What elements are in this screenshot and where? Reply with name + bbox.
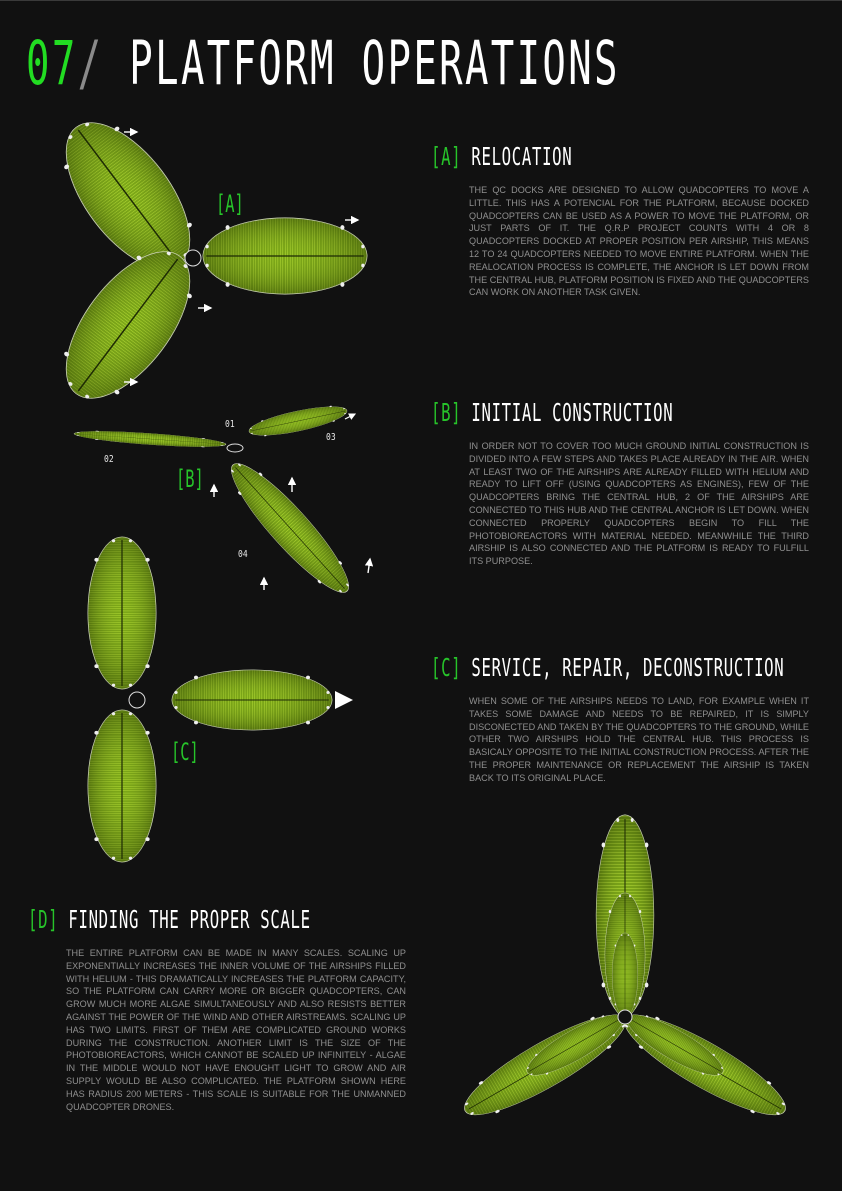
title-number: 07: [26, 28, 78, 99]
title-text: PLATFORM OPERATIONS: [129, 28, 620, 99]
section-a-tag: [A]: [431, 143, 462, 172]
section-d-heading: [28, 906, 311, 935]
section-d-title: FINDING THE PROPER SCALE: [68, 906, 311, 935]
airship-number-04: 04: [238, 549, 248, 560]
section-c-body: WHEN SOME OF THE AIRSHIPS NEEDS TO LAND, FOR EXAMPLE WHEN IT TAKES SOME DAMAGE AND NEEDS TO BE REPAIRED, IT IS SIMPLY DISCONECTED AND TAKEN BY THE QUADCOPTERS TO THE GROUND, WHILE OTHER TWO AIRSHIPS HOLD THE CENTRAL HUB. THIS PROCESS IS BASICALY OPPOSITE TO THE INITIAL CONSTRUCTION PROCESS. AFTER THE THE PROPER MAINTENANCE OR REPLACEMENT THE AIRSHIP IS TAKEN BACK TO ITS ORIGINAL PLACE.: [469, 696, 809, 783]
section-a-title: RELOCATION: [471, 143, 573, 172]
figure-a: [43, 102, 367, 419]
figure-label-c: [C]: [171, 739, 199, 767]
section-c-heading: [431, 654, 784, 683]
section-c-title: SERVICE, REPAIR, DECONSTRUCTION: [471, 654, 785, 683]
figure-c: [88, 537, 350, 862]
section-b-title: INITIAL CONSTRUCTION: [471, 399, 674, 428]
section-b-body: IN ORDER NOT TO COVER TOO MUCH GROUND INITIAL CONSTRUCTION IS DIVIDED INTO A FEW STEPS AND TAKES PLACE ALREADY IN THE AIR. WHEN AT LEAST TWO OF THE AIRSHIPS ARE ALREADY FILLED WITH HELIUM AND READY TO LIFT OFF (USING QUADCOPTERS AS ENGINES), FEW OF THE QUADCOPTERS BRING THE CENTRAL HUB, 2 OF THE AIRSHIPS ARE CONNECTED TO THIS HUB AND THE CENTRAL ANCHOR IS LET DOWN. WHEN CONNECTED PROPERLY QUADCOPTERS BEGIN TO FILL THE PHOTOBIOREACTORS WITH MATERIAL NEEDED. MEANWHILE THE THIRD AIRSHIP IS ALSO CONNECTED AND THE PLATFORM IS READY TO FULFILL ITS PURPOSE.: [469, 441, 809, 567]
airship-number-02: 02: [104, 454, 114, 465]
section-a-heading: [431, 143, 572, 172]
title-slash: /: [77, 28, 104, 99]
airship-number-03: 03: [326, 432, 336, 443]
section-d-body: THE ENTIRE PLATFORM CAN BE MADE IN MANY SCALES. SCALING UP EXPONENTIALLY INCREASES THE INNER VOLUME OF THE AIRSHIPS FILLED WITH HELIUM - THIS DRAMATICALLY INCREASES THE PLATFORM CAPACITY, SO THE PLATFORM CAN CARRY MORE OR BIGGER QUADCOPTERS, CAN GROW MUCH MORE ALGAE SIMULTANEOUSLY AND ALSO RESISTS BETTER AGAINST THE POWER OF THE WIND AND OTHER AIRSTREAMS. SCALING UP HAS TWO LIMITS. FIRST OF THEM ARE COMPLICATED GROUND WORKS DURING THE CONSTRUCTION. ANOTHER LIMIT IS THE SIZE OF THE PHOTOBIOREACTORS, WHICH CANNOT BE SCALED UP INFINITELY - ALGAE IN THE MIDDLE WOULD NOT HAVE ENOUGHT LIGHT TO GROW AND AIR SUPPLY WOULD BE ALSO COMPLICATED. THE PLATFORM SHOWN HERE HAS RADIUS 200 METERS - THIS SCALE IS SUITABLE FOR THE UNMANNED QUADCOPTER DRONES.: [66, 948, 406, 1112]
figure-label-b: [B]: [176, 466, 204, 494]
section-d-tag: [D]: [28, 906, 59, 935]
section-b-tag: [B]: [431, 399, 462, 428]
section-a-body: THE QC DOCKS ARE DESIGNED TO ALLOW QUADCOPTERS TO MOVE A LITTLE. THIS HAS A POTENCIAL FOR THE PLATFORM, BECAUSE DOCKED QUADCOPTERS CAN BE USED AS A POWER TO MOVE THE PLATFORM, OR JUST PARTS OF IT. THE Q.R.P PROJECT COUNTS WITH 4 OR 8 QUADCOPTERS DOCKED AT PROPER POSITION PER AIRSHIP, THIS MEANS 12 TO 24 QUADCOPTERS NEEDED TO MOVE ENTIRE PLATFORM. WHEN THE REALOCATION PROCESS IS COMPLETE, THE ANCHOR IS LET DOWN FROM THE CENTRAL HUB, PLATFORM POSITION IS FIXED AND THE QUADCOPTERS CAN WORK ON ANOTHER TASK GIVEN.: [469, 185, 809, 298]
section-c-tag: [C]: [431, 654, 462, 683]
section-b-heading: [431, 399, 673, 428]
airship-number-01: 01: [225, 419, 235, 430]
figure-label-a: [A]: [216, 191, 244, 219]
figure-d: [454, 815, 795, 1130]
